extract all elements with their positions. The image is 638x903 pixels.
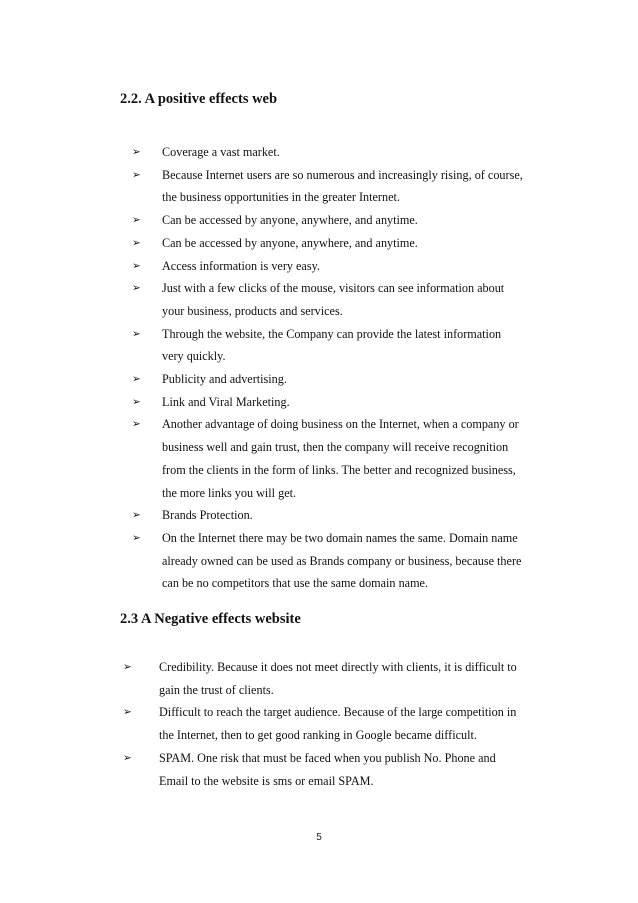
- item-text-line: the business opportunities in the greater Internet.: [162, 190, 400, 205]
- arrow-bullet-icon: ➢: [132, 531, 141, 544]
- item-text-line: very quickly.: [162, 349, 226, 364]
- negative-effects-list: [0, 656, 517, 792]
- section-heading-positive-effects: 2.2. A positive effects web: [120, 91, 278, 107]
- item-text-line: your business, products and services.: [162, 303, 343, 318]
- item-text-line: Coverage a vast market.: [162, 145, 280, 159]
- arrow-bullet-icon: ➢: [123, 661, 132, 673]
- positive-effect-item: [0, 164, 523, 209]
- arrow-bullet-icon: ➢: [123, 751, 132, 764]
- negative-effect-item: [0, 656, 517, 701]
- arrow-bullet-icon: ➢: [132, 214, 141, 227]
- arrow-bullet-icon: ➢: [132, 168, 141, 181]
- item-text-line: the Internet, then to get good ranking in Google became difficult.: [159, 728, 477, 743]
- positive-effect-item: [0, 413, 523, 504]
- positive-effect-item: [0, 277, 523, 322]
- positive-effect-item: [0, 391, 523, 414]
- item-text-line: Difficult to reach the target audience. Because of the large competition in: [159, 705, 517, 720]
- item-text-line: Can be accessed by anyone, anywhere, and anytime.: [162, 235, 418, 250]
- item-text-line: Credibility. Because it does not meet directly with clients, it is difficult to: [159, 660, 517, 674]
- item-text-line: Through the website, the Company can provide the latest information: [162, 326, 502, 341]
- arrow-bullet-icon: ➢: [132, 236, 141, 249]
- arrow-bullet-icon: ➢: [132, 259, 141, 272]
- item-text-line: from the clients in the form of links. The better and recognized business,: [162, 462, 516, 477]
- item-text-line: Can be accessed by anyone, anywhere, and anytime.: [162, 213, 418, 228]
- item-text-line: already owned can be used as Brands company or business, because there: [162, 553, 522, 568]
- item-text-line: Publicity and advertising.: [162, 372, 287, 387]
- item-text-line: Email to the website is sms or email SPAM.: [159, 773, 374, 788]
- positive-effect-item: [0, 504, 523, 527]
- positive-effects-list: [0, 141, 523, 595]
- arrow-bullet-icon: ➢: [132, 282, 141, 295]
- positive-effect-item: [0, 368, 523, 391]
- positive-effect-item: [0, 141, 523, 164]
- arrow-bullet-icon: ➢: [132, 395, 141, 408]
- arrow-bullet-icon: ➢: [132, 146, 141, 158]
- item-text-line: Another advantage of doing business on the Internet, when a company or: [162, 417, 519, 432]
- item-text-line: can be no competitors that use the same domain name.: [162, 576, 429, 591]
- section-heading-negative-effects: 2.3 A Negative effects website: [120, 611, 301, 627]
- positive-effect-item: [0, 527, 523, 595]
- arrow-bullet-icon: ➢: [132, 373, 141, 386]
- arrow-bullet-icon: ➢: [123, 706, 132, 719]
- item-text-line: Because Internet users are so numerous and increasingly rising, of course,: [162, 167, 523, 182]
- positive-effect-item: [0, 323, 523, 368]
- item-text-line: business well and gain trust, then the company will receive recognition: [162, 440, 509, 455]
- item-text-line: SPAM. One risk that must be faced when you publish No. Phone and: [159, 750, 496, 765]
- item-text-line: On the Internet there may be two domain names the same. Domain name: [162, 530, 518, 545]
- item-text-line: Link and Viral Marketing.: [162, 394, 290, 409]
- item-text-line: Brands Protection.: [162, 508, 253, 523]
- positive-effect-item: [0, 209, 523, 232]
- item-text-line: the more links you will get.: [162, 485, 297, 500]
- item-text-line: Just with a few clicks of the mouse, visitors can see information about: [162, 281, 505, 296]
- arrow-bullet-icon: ➢: [132, 327, 141, 340]
- item-text-line: Access information is very easy.: [162, 258, 320, 273]
- arrow-bullet-icon: ➢: [132, 418, 141, 431]
- positive-effect-item: [0, 255, 523, 278]
- negative-effect-item: [0, 747, 517, 792]
- positive-effect-item: [0, 232, 523, 255]
- negative-effect-item: [0, 701, 517, 746]
- item-text-line: gain the trust of clients.: [159, 682, 274, 697]
- arrow-bullet-icon: ➢: [132, 509, 141, 522]
- page-number: 5: [316, 832, 322, 843]
